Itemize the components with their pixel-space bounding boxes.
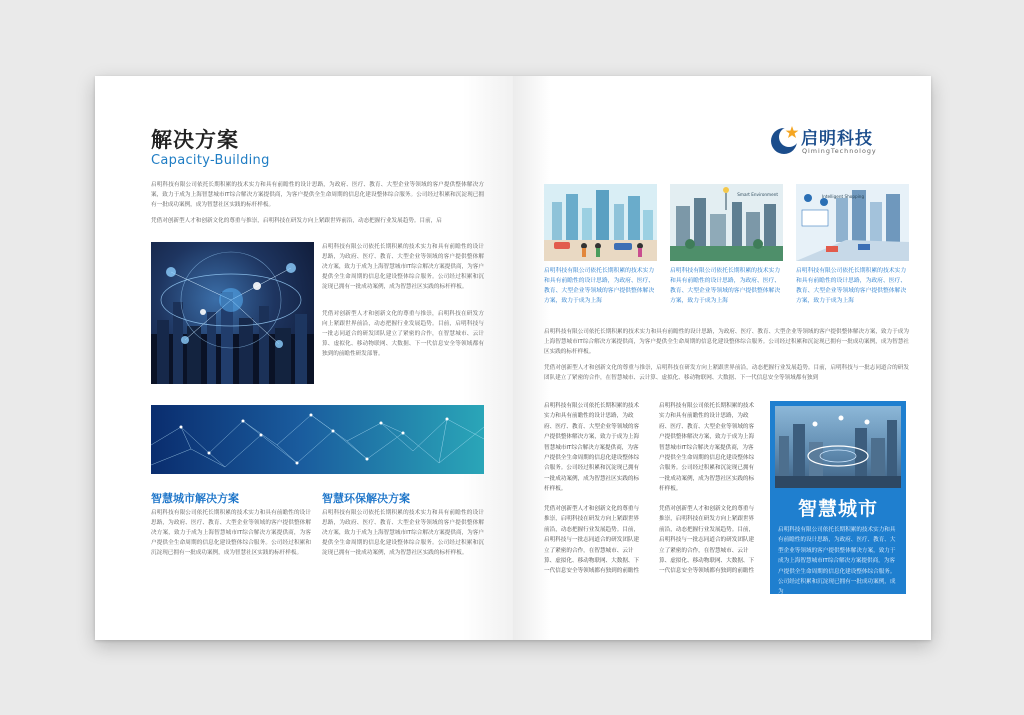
column-1-text-b: 凭借对创新型人才和创新文化的尊重与推崇，启明科技在研发方向上紧跟世界前沿，动态把握行业发展趋势。目前，启明科技与一批志同道合的研发团队建立了紧密的合作，在智慧城市、云计算、虚拟化、移动物联网、大数据、下一代信息安全等领域都有独到的前瞻性 [544,506,640,575]
page-title: 解决方案 [151,128,239,152]
illustration-caption-1: 启明科技有限公司依托长期积累的技术实力和具有前瞻性的设计思路，为政府、医疗、教育、大型企业等领域的客户提供整体解决方案，致力于成为上海 [544,268,655,304]
body-paragraph-1: 启明科技有限公司依托长期积累的技术实力和具有前瞻性的设计思路，为政府、医疗、教育、大型企业等领域的客户提供整体解决方案，致力于成为上海智慧城市IT综合解决方案提供商，为客户提供全生命周期的信息化建设整体综合服务。公司经过积累和沉淀现已拥有一批成功案例，成为智慧社区实践的标杆样板。 [544,329,909,355]
network-banner [151,405,484,474]
section-text-smart-city: 启明科技有限公司依托长期积累的技术实力和具有前瞻性的设计思路，为政府、医疗、教育、大型企业等领域的客户提供整体解决方案，致力于成为上海智慧城市IT综合解决方案提供商，为客户提供全生命周期的信息化建设整体综合服务。公司经过积累和沉淀现已拥有一批成功案例，成为智慧社区实践的标杆样板。 [151,510,311,556]
column-1-text-a: 启明科技有限公司依托长期积累的技术实力和具有前瞻性的设计思路，为政府、医疗、教育、大型企业等领域的客户提供整体解决方案，致力于成为上海智慧城市IT综合解决方案提供商，为客户提供全生命周期的信息化建设整体综合服务。公司经过积累和沉淀现已拥有一批成功案例，成为智慧社区实践的标杆样板。 [544,403,640,493]
left-page [95,76,513,640]
smart-city-street-illustration [544,184,657,261]
logo-tagline: QimingTechnology [802,147,877,155]
right-page [513,76,931,640]
illus-label-shopping: Intelligent Shopping [822,194,865,199]
city-network-illustration [151,242,314,384]
section-text-smart-env: 启明科技有限公司依托长期积累的技术实力和具有前瞻性的设计思路，为政府、医疗、教育、大型企业等领域的客户提供整体解决方案，致力于成为上海智慧城市IT综合解决方案提供商，为客户提供全生命周期的信息化建设整体综合服务。公司经过积累和沉淀现已拥有一批成功案例，成为智慧社区实践的标杆样板。 [322,510,484,556]
photo-side-text-1: 启明科技有限公司依托长期积累的技术实力和具有前瞻性的设计思路，为政府、医疗、教育、大型企业等领域的客户提供整体解决方案，致力于成为上海智慧城市IT综合解决方案提供商，为客户提供全生命周期的信息化建设整体综合服务。公司经过积累和沉淀现已拥有一批成功案例，成为智慧社区实践的标杆样板。 [322,244,484,290]
intro-paragraph-2: 凭借对创新型人才和创新文化的尊重与推崇，启明科技在研发方向上紧跟世界前沿，动态把握行业发展趋势。目前，启 [151,218,442,224]
feature-box-text: 启明科技有限公司依托长期积累的技术实力和具有前瞻性的设计思路，为政府、医疗、教育、大型企业等领域的客户提供整体解决方案，致力于成为上海智慧城市IT综合解决方案提供商，为客户提供全生命周期的信息化建设整体综合服务。公司经过积累和沉淀现已拥有一批成功案例，成为 [778,527,896,596]
body-paragraph-2: 凭借对创新型人才和创新文化的尊重与推崇，启明科技在研发方向上紧跟世界前沿，动态把握行业发展趋势。目前，启明科技与一批志同道合的研发团队建立了紧密的合作，在智慧城市、云计算、虚拟化、移动物联网、大数据、下一代信息安全等领域都有独到 [544,365,909,381]
intro-paragraph: 启明科技有限公司依托长期积累的技术实力和具有前瞻性的设计思路，为政府、医疗、教育、大型企业等领域的客户提供整体解决方案，致力于成为上海智慧城市IT综合解决方案提供商，为客户提供全生命周期的信息化建设整体综合服务。公司经过积累和沉淀现已拥有一批成功案例，成为智慧社区实践的标杆样板。 [151,182,484,208]
smart-environment-illustration [670,184,783,261]
smart-shopping-illustration [796,184,909,261]
illustration-caption-2: 启明科技有限公司依托长期积累的技术实力和具有前瞻性的设计思路，为政府、医疗、教育、大型企业等领域的客户提供整体解决方案，致力于成为上海 [670,268,781,304]
column-2-text-b: 凭借对创新型人才和创新文化的尊重与推崇，启明科技在研发方向上紧跟世界前沿，动态把握行业发展趋势。目前，启明科技与一批志同道合的研发团队建立了紧密的合作，在智慧城市、云计算、虚拟化、移动物联网、大数据、下一代信息安全等领域都有独到的前瞻性 [659,506,755,575]
section-heading-smart-env: 智慧环保解决方案 [322,492,410,505]
brochure-spread [95,76,931,640]
smart-city-aerial-photo [775,406,901,488]
illustration-caption-3: 启明科技有限公司依托长期积累的技术实力和具有前瞻性的设计思路，为政府、医疗、教育、大型企业等领域的客户提供整体解决方案，致力于成为上海 [796,268,907,304]
network-mesh-graphic [151,405,484,474]
feature-box-title: 智慧城市 [797,498,878,520]
company-logo [768,124,908,158]
page-subtitle: Capacity-Building [151,153,270,168]
illus-label-environment: Smart Environment [737,192,778,197]
photo-side-text-2: 凭借对创新型人才和创新文化的尊重与推崇，启明科技在研发方向上紧跟世界前沿，动态把握行业发展趋势。目前，启明科技与一批志同道合的研发团队建立了紧密的合作，在智慧城市、云计算、虚拟化、移动物联网、大数据、下一代信息安全等领域都有独到的前瞻性研发部署。 [322,311,484,357]
logo-name: 启明科技 [801,129,873,149]
column-2-text-a: 启明科技有限公司依托长期积累的技术实力和具有前瞻性的设计思路，为政府、医疗、教育、大型企业等领域的客户提供整体解决方案，致力于成为上海智慧城市IT综合解决方案提供商，为客户提供全生命周期的信息化建设整体综合服务。公司经过积累和沉淀现已拥有一批成功案例，成为智慧社区实践的标杆样板。 [659,403,755,493]
logo-mark-icon [768,124,800,156]
city-network-photo [151,242,314,384]
section-heading-smart-city: 智慧城市解决方案 [151,492,239,505]
smart-city-feature-box [770,401,906,594]
